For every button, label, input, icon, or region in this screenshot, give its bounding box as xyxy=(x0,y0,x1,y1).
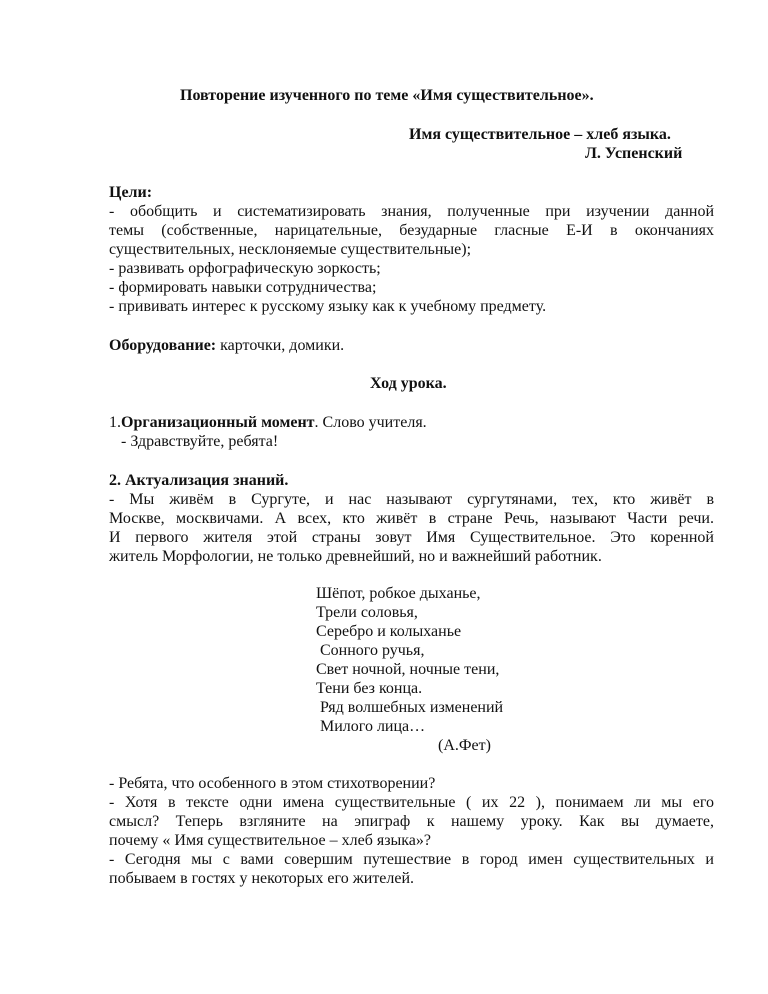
section-1-title: Организационный момент xyxy=(121,414,315,431)
epigraph-quote: Имя существительное – хлеб языка. xyxy=(409,126,671,143)
dialogue-line: - Хотя в тексте одни имена существительные ( их 22 ), понимаем ли мы его xyxy=(109,794,714,811)
equipment-label: Оборудование: xyxy=(109,337,217,354)
section-2-line: житель Морфологии, не только древнейший, но и важнейший работник. xyxy=(109,548,602,565)
dialogue-question-1: - Ребята, что особенного в этом стихотворении? xyxy=(109,775,436,792)
section-1-heading xyxy=(109,413,427,432)
goals-item-1-line: - обобщить и систематизировать знания, полученные при изучении данной xyxy=(109,203,714,220)
section-2-paragraph xyxy=(109,490,714,566)
dialogue-line: - Сегодня мы с вами совершим путешествие в город имен существительных и xyxy=(109,851,714,868)
dialogue-line: смысл? Теперь взгляните на эпиграф к нашему уроку. Как вы думаете, xyxy=(109,813,714,830)
section-1-rest: . Слово учителя. xyxy=(314,414,427,431)
poem-author: (А.Фет) xyxy=(438,737,491,754)
goals-item-1-line: темы (собственные, нарицательные, безударные гласные Е-И в окончаниях xyxy=(109,222,714,239)
lesson-heading: Ход урока. xyxy=(370,375,447,392)
goals-item-1-line: существительных, несклоняемые существительные); xyxy=(109,241,472,258)
goals-item-4: - прививать интерес к русскому языку как к учебному предмету. xyxy=(109,298,547,315)
dialogue-line: побываем в гостях у некоторых его жителей. xyxy=(109,870,415,887)
poem-line: Серебро и колыханье xyxy=(316,623,462,640)
poem-line: Тени без конца. xyxy=(316,680,423,697)
goals-item-2: - развивать орфографическую зоркость; xyxy=(109,260,381,277)
poem-line: Сонного ручья, xyxy=(316,642,425,659)
document-title: Повторение изученного по теме «Имя существительное». xyxy=(180,87,594,104)
goals-item-1 xyxy=(109,202,714,259)
section-2-line: И первого жителя этой страны зовут Имя Существительное. Это коренной xyxy=(109,529,714,546)
poem-line: Свет ночной, ночные тени, xyxy=(316,661,500,678)
equipment-text: карточки, домики. xyxy=(216,337,345,354)
dialogue-paragraph-2 xyxy=(109,793,714,850)
poem-line: Трели соловья, xyxy=(316,604,418,621)
equipment-line xyxy=(109,336,344,355)
section-1-number: 1. xyxy=(109,414,121,431)
poem-line: Милого лица… xyxy=(316,718,426,735)
epigraph-author: Л. Успенский xyxy=(585,145,683,162)
goals-item-3: - формировать навыки сотрудничества; xyxy=(109,279,377,296)
poem xyxy=(316,584,503,736)
poem-line: Шёпот, робкое дыханье, xyxy=(316,585,481,602)
dialogue-line: почему « Имя существительное – хлеб языка»? xyxy=(109,832,432,849)
section-1-greeting: - Здравствуйте, ребята! xyxy=(109,433,279,450)
dialogue-paragraph-3 xyxy=(109,850,714,888)
section-2-line: - Мы живём в Сургуте, и нас называют сургутянами, тех, кто живёт в xyxy=(109,491,714,508)
poem-line: Ряд волшебных изменений xyxy=(316,699,504,716)
section-2-title: 2. Актуализация знаний. xyxy=(109,472,289,489)
section-2-line: Москве, москвичами. А всех, кто живёт в стране Речь, называют Части речи. xyxy=(109,510,714,527)
goals-heading: Цели: xyxy=(109,184,153,201)
